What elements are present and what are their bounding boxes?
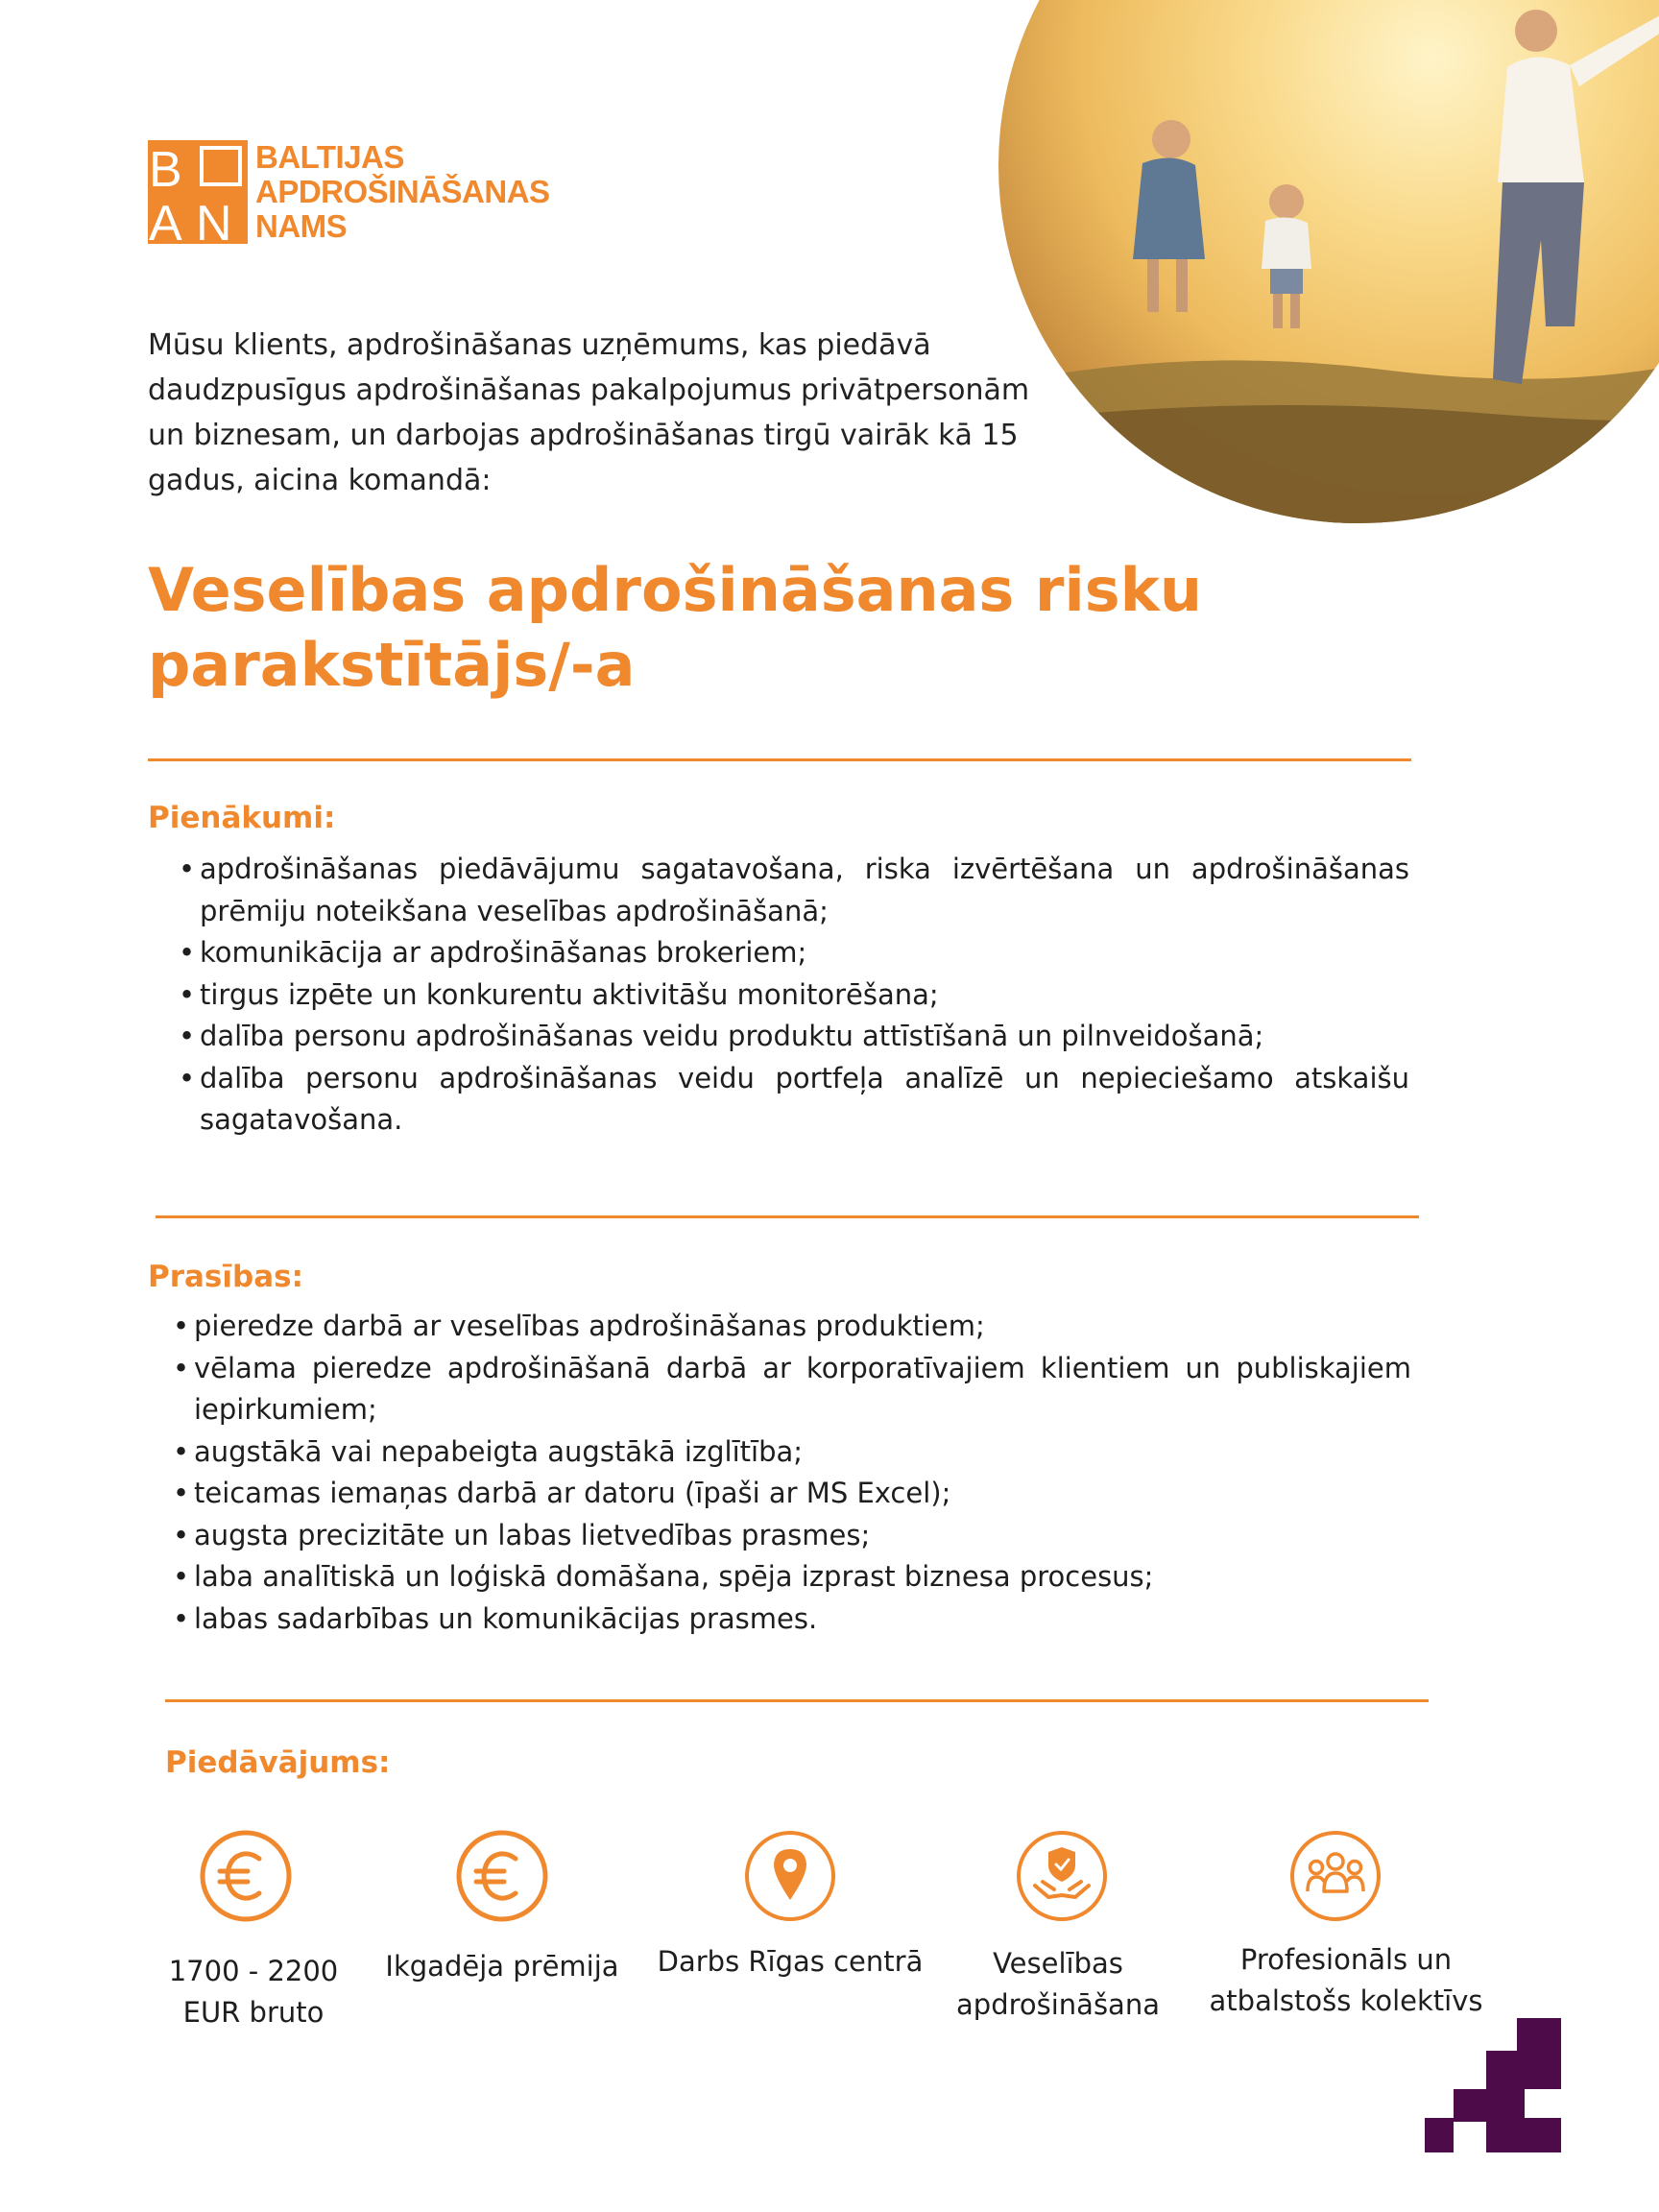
offer-salary-line-1: 1700 - 2200 [168, 1955, 339, 1987]
divider-requirements [165, 1699, 1429, 1702]
child-silhouette [1262, 184, 1311, 328]
list-item: • komunikācija ar apdrošināšanas brokeriem; [179, 932, 1409, 974]
duties-heading: Pienākumi: [148, 801, 336, 835]
offer-label-salary [138, 1951, 369, 2033]
logo-line-2: APDROŠINĀŠANAS [255, 174, 550, 209]
health-insurance-icon [1014, 1828, 1110, 1924]
logo-line-3: NAMS [255, 208, 348, 244]
job-title: Veselības apdrošināšanas risku parakstītājs/-a [148, 555, 1203, 700]
offer-health-line-2: apdrošināšana [956, 1988, 1160, 2021]
logo-mark-letter-n: N [196, 196, 232, 244]
list-item: • laba analītiskā un loģiskā domāšana, spēja izprast biznesa procesus; [173, 1556, 1411, 1599]
euro-icon [454, 1828, 550, 1924]
offer-location-line-1: Darbs Rīgas centrā [657, 1945, 924, 1978]
decorative-pixel-mark [1425, 2018, 1561, 2152]
logo-mark-letter-a: A [149, 196, 182, 244]
offer-label-location [637, 1941, 944, 1983]
company-logo [148, 140, 561, 248]
offer-label-bonus [368, 1946, 637, 1987]
list-item: • augsta precizitāte un labas lietvedības prasmes; [173, 1515, 1411, 1557]
list-item: • pieredze darbā ar veselības apdrošināšanas produktiem; [173, 1306, 1411, 1348]
divider-title [148, 758, 1411, 761]
list-item: • vēlama pieredze apdrošināšanā darbā ar korporatīvajiem klientiem un publiskajiem iepirkumiem; [173, 1348, 1411, 1431]
list-item: • apdrošināšanas piedāvājumu sagatavošana, riska izvērtēšana un apdrošināšanas prēmiju noteikšana veselības apdrošināšanā; [179, 849, 1409, 932]
intro-paragraph: Mūsu klients, apdrošināšanas uzņēmums, kas piedāvā daudzpusīgus apdrošināšanas pakalpojumus privātpersonām un biznesam, un darbojas apdrošināšanas tirgū vairāk kā 15 gadus, aicina komandā: [148, 328, 1030, 497]
hero-photo [998, 0, 1659, 523]
requirements-list [173, 1306, 1411, 1640]
location-pin-icon [742, 1828, 838, 1924]
offer-health-line-1: Veselības [993, 1947, 1123, 1980]
offer-label-team [1183, 1939, 1509, 2022]
list-item: • labas sadarbības un komunikācijas prasmes. [173, 1599, 1411, 1641]
offer-label-health [933, 1943, 1183, 2026]
list-item: • dalība personu apdrošināšanas veidu produktu attīstīšanā un pilnveidošanā; [179, 1016, 1409, 1058]
woman-silhouette [1498, 10, 1659, 182]
duties-list [179, 849, 1409, 1142]
family-running-illustration [998, 0, 1659, 523]
ban-logo-mark [148, 140, 248, 244]
offer-heading: Piedāvājums: [165, 1745, 391, 1780]
girl-silhouette [1133, 120, 1205, 312]
requirements-heading: Prasības: [148, 1260, 303, 1294]
logo-line-1: BALTIJAS [255, 139, 404, 175]
euro-icon [198, 1828, 294, 1924]
team-icon [1287, 1828, 1383, 1924]
logo-wordmark [255, 140, 550, 244]
divider-duties [156, 1215, 1419, 1218]
offer-team-line-1: Profesionāls un [1239, 1943, 1453, 1976]
offer-team-line-2: atbalstošs kolektīvs [1209, 1984, 1483, 2017]
logo-mark-letter-b: B [149, 142, 182, 198]
offer-salary-line-2: EUR bruto [182, 1996, 325, 2029]
list-item: • teicamas iemaņas darbā ar datoru (īpaši ar MS Excel); [173, 1473, 1411, 1515]
list-item: • tirgus izpēte un konkurentu aktivitāšu monitorēšana; [179, 974, 1409, 1017]
offer-bonus-line-1: Ikgadēja prēmija [385, 1950, 619, 1983]
list-item: • dalība personu apdrošināšanas veidu portfeļa analīzē un nepieciešamo atskaišu sagatavošana. [179, 1058, 1409, 1142]
list-item: • augstākā vai nepabeigta augstākā izglītība; [173, 1431, 1411, 1474]
